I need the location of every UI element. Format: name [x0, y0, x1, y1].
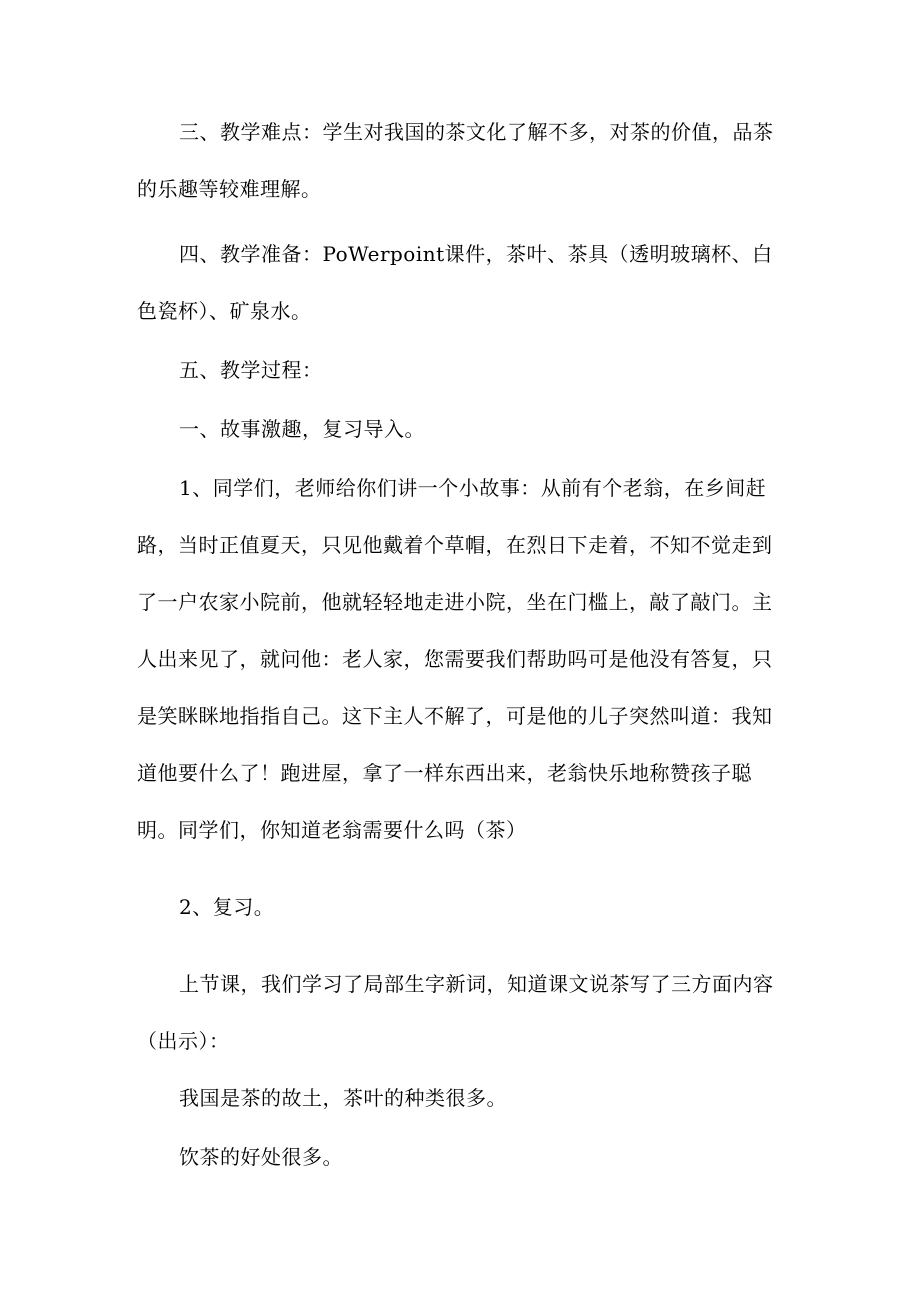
paragraph-teaching-preparation: 四、教学准备：PoWerpoint课件，茶叶、茶具（透明玻璃杯、白色瓷杯）、矿泉水。 — [137, 242, 773, 323]
paragraph-point-two: 饮茶的好处很多。 — [179, 1145, 343, 1169]
paragraph-teaching-difficulty: 三、教学难点：学生对我国的茶文化了解不多，对茶的价值，品茶的乐趣等较难理解。 — [137, 120, 774, 201]
paragraph-review-heading: 2、复习。 — [179, 895, 275, 919]
paragraph-point-one: 我国是茶的故土，茶叶的种类很多。 — [179, 1086, 507, 1110]
paragraph-teaching-process-heading: 五、教学过程： — [179, 358, 323, 382]
document-body — [137, 104, 777, 1186]
paragraph-story: 1、同学们，老师给你们讲一个小故事：从前有个老翁，在乡间赶路，当时正值夏天，只见他戴着个草帽，在烈日下走着，不知不觉走到了一户农家小院前，他就轻轻地走进小院，坐在门槛上，敲了敲门。主人出来见了，就问他：老人家，您需要我们帮助吗可是他没有答复，只是笑眯眯地指指自己。这下主人不解了，可是他的儿子突然叫道：我知道他要什么了！跑进屋，拿了一样东西出来，老翁快乐地称赞孩子聪明。同学们，你知道老翁需要什么吗（茶） — [137, 476, 773, 842]
paragraph-section-one-heading: 一、故事激趣，复习导入。 — [179, 417, 425, 441]
paragraph-last-lesson: 上节课，我们学习了局部生字新词，知道课文说茶写了三方面内容（出示）： — [137, 972, 774, 1053]
